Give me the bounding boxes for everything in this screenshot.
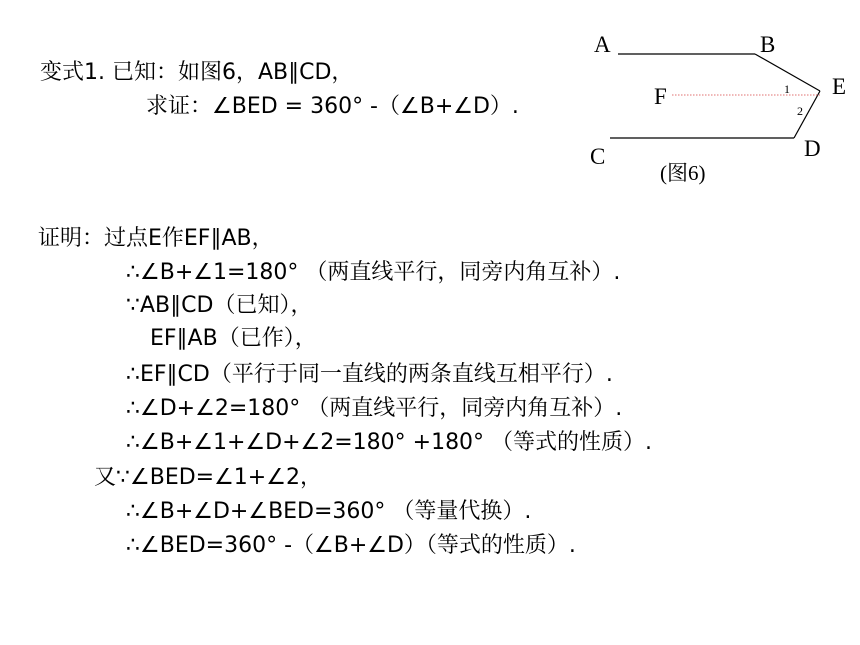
proof-line-5: ∴EF∥CD（平行于同一直线的两条直线互相平行）.: [126, 362, 613, 387]
geometry-figure-6: [580, 28, 850, 193]
proof-line-3: ∵AB∥CD（已知），: [126, 293, 313, 318]
problem-line-given: 变式1. 已知：如图6，AB∥CD，: [40, 60, 354, 85]
problem-line-prove: 求证：∠BED = 360° -（∠B+∠D）.: [146, 94, 519, 119]
proof-line-7: ∴∠B+∠1+∠D+∠2=180° +180° （等式的性质）.: [126, 430, 653, 455]
proof-line-1: 证明：过点E作EF∥AB，: [38, 226, 274, 251]
proof-line-2: ∴∠B+∠1=180° （两直线平行，同旁内角互补）.: [126, 260, 621, 285]
figure-caption: (图6): [660, 161, 706, 185]
proof-line-6: ∴∠D+∠2=180° （两直线平行，同旁内角互补）.: [126, 396, 623, 421]
label-f: F: [654, 84, 667, 109]
label-angle-1: 1: [784, 82, 790, 96]
label-b: B: [760, 32, 776, 57]
proof-line-8: 又∵∠BED=∠1+∠2，: [94, 465, 322, 490]
label-c: C: [590, 144, 606, 169]
label-angle-2: 2: [797, 104, 803, 118]
label-a: A: [594, 32, 611, 57]
proof-line-4: EF∥AB（已作），: [150, 326, 317, 351]
proof-line-10: ∴∠BED=360° -（∠B+∠D）（等式的性质）.: [126, 533, 576, 558]
label-d: D: [804, 136, 821, 161]
label-e: E: [832, 74, 847, 99]
proof-line-9: ∴∠B+∠D+∠BED=360° （等量代换）.: [126, 499, 532, 524]
